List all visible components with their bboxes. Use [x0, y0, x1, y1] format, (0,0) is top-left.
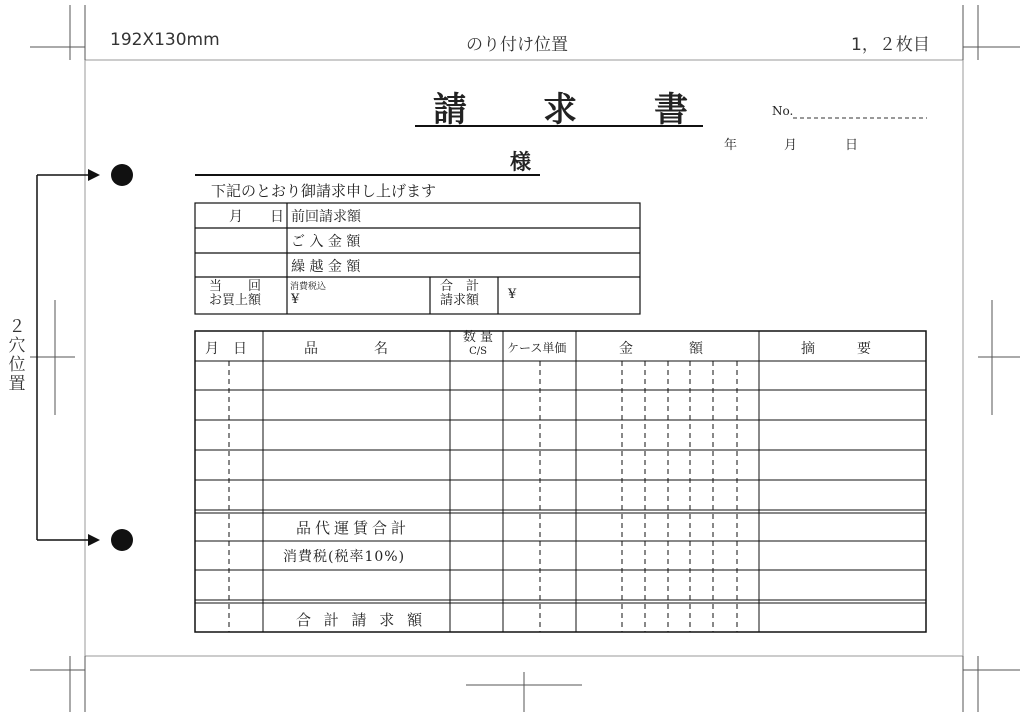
total-billing-line1: 合 計	[440, 279, 480, 294]
date-month: 月	[784, 138, 798, 153]
col-case-price: ケース単価	[507, 341, 567, 355]
col-quantity-top: 数 量	[462, 330, 494, 345]
holes-label-char: 置	[8, 374, 26, 394]
current-purchase-line2: お買上額	[209, 293, 262, 308]
holes-label	[8, 318, 26, 394]
punch-hole-bottom	[111, 529, 133, 551]
date-day: 日	[845, 138, 859, 153]
col-notes: 摘 要	[801, 341, 871, 357]
yen-symbol: ¥	[291, 292, 300, 307]
holes-label-char: ２	[8, 317, 26, 337]
title-char: 請	[433, 90, 467, 130]
total-billing-line2: 請求額	[440, 293, 480, 308]
size-label: 192X130mm	[110, 30, 220, 50]
title-char: 求	[543, 90, 577, 130]
current-purchase-label	[209, 280, 261, 308]
grand-total-label: 合 計 請 求 額	[296, 611, 427, 629]
payment-label: ご 入 金 額	[291, 234, 361, 250]
number-label: No.	[772, 104, 794, 118]
holes-label-char: 位	[8, 355, 26, 375]
current-purchase-line1: 当 回	[209, 279, 262, 294]
col-amount: 金 額	[619, 341, 703, 357]
prev-billing-label: 前回請求額	[291, 209, 361, 225]
tax-included-label: 消費税込	[290, 282, 327, 292]
date-year: 年	[724, 138, 738, 153]
punch-hole-top	[111, 164, 133, 186]
col-item-name: 品 名	[304, 341, 388, 357]
col-month-day: 月 日	[205, 341, 247, 357]
title-char: 書	[654, 90, 688, 130]
tax-label: 消費税(税率10%)	[283, 549, 406, 565]
holes-label-char: 穴	[8, 336, 26, 356]
copies-label: 1，２枚目	[851, 35, 930, 55]
summary-month: 月	[229, 209, 243, 225]
subtotal-label: 品代運賃合計	[296, 519, 411, 537]
col-quantity-unit: C/S	[469, 346, 487, 357]
carryover-label: 繰 越 金 額	[291, 259, 361, 275]
yen-symbol: ¥	[508, 287, 517, 302]
col-quantity	[458, 331, 498, 359]
recipient-suffix: 様	[510, 149, 531, 174]
paste-position-label: のり付け位置	[466, 35, 568, 55]
total-billing-label	[440, 280, 479, 308]
intro-text: 下記のとおり御請求申し上げます	[211, 182, 437, 200]
summary-day: 日	[270, 209, 284, 225]
